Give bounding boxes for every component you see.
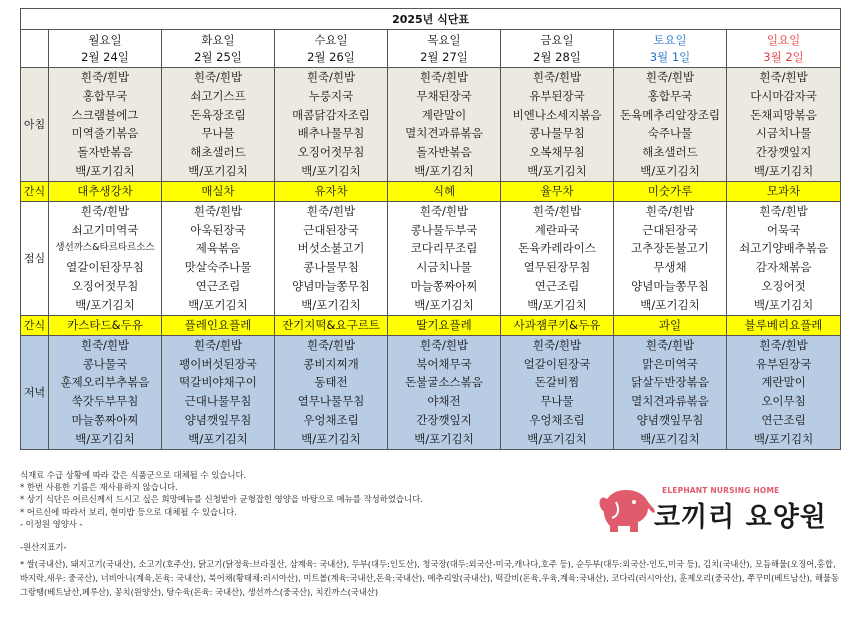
menu-item: 오복채무침 xyxy=(529,145,585,160)
menu-item: 해초샐러드 xyxy=(642,145,698,160)
snack-row-afternoon xyxy=(21,181,841,201)
elephant-icon xyxy=(599,490,654,532)
menu-item: 오징어젓무침 xyxy=(71,278,139,293)
menu-item: 계란파국 xyxy=(534,222,580,237)
menu-item: 돌자반볶음 xyxy=(77,145,133,160)
menu-item: 백/포기김치 xyxy=(188,431,248,446)
day-header xyxy=(162,30,275,68)
menu-item: 돈불굴소스볶음 xyxy=(405,375,483,390)
menu-item: 양념깻잎무침 xyxy=(636,412,704,427)
menu-item: 백/포기김치 xyxy=(640,297,700,312)
meal-cell xyxy=(388,68,501,182)
day-header xyxy=(614,30,727,68)
menu-item: 해초샐러드 xyxy=(190,145,246,160)
menu-item: 흰죽/흰밥 xyxy=(419,203,469,218)
day-name: 금요일 xyxy=(540,32,574,47)
menu-item: 흰죽/흰밥 xyxy=(645,337,695,352)
menu-item: 백/포기김치 xyxy=(753,297,814,312)
breakfast-row xyxy=(21,68,841,182)
meal-cell xyxy=(501,335,614,449)
day-header xyxy=(49,30,162,68)
snack-cell: 매실차 xyxy=(162,181,275,201)
menu-item: 흰죽/흰밥 xyxy=(193,337,243,352)
meal-label-snack: 간식 xyxy=(21,181,49,201)
menu-item: 시금치나물 xyxy=(755,126,812,141)
menu-item: 유부된장국 xyxy=(755,356,812,371)
menu-item: 맛살숙주나물 xyxy=(184,260,252,275)
meal-cell xyxy=(614,201,727,315)
menu-item: 양념마늘쫑무침 xyxy=(292,278,370,293)
snack-cell: 모과차 xyxy=(727,181,841,201)
menu-item: 흰죽/흰밥 xyxy=(759,203,808,218)
menu-item: 백/포기김치 xyxy=(414,163,474,178)
corner-cell xyxy=(21,30,49,68)
menu-item: 간장깻잎지 xyxy=(755,145,812,160)
meal-cell xyxy=(501,201,614,315)
menu-item: 백/포기김치 xyxy=(753,163,814,178)
menu-item: 양념마늘쫑무침 xyxy=(631,278,709,293)
snack-row-evening xyxy=(21,315,841,335)
menu-item: 계란말이 xyxy=(761,375,806,390)
menu-item: 코다리무조림 xyxy=(410,241,478,256)
menu-item: 흰죽/흰밥 xyxy=(419,70,469,84)
menu-item: 제육볶음 xyxy=(195,241,241,256)
menu-item: 콩나물국 xyxy=(82,356,128,371)
snack-cell: 과일 xyxy=(614,315,727,335)
menu-title: 2025년 식단표 xyxy=(21,9,841,30)
day-date: 3월 1일 xyxy=(649,49,691,64)
day-header xyxy=(727,30,841,68)
day-name: 토요일 xyxy=(653,32,687,47)
menu-item: 아욱된장국 xyxy=(190,222,246,237)
menu-item: 쇠고기양배추볶음 xyxy=(739,241,828,256)
snack-cell: 율무차 xyxy=(501,181,614,201)
day-date: 2월 25일 xyxy=(194,49,242,64)
menu-item: 근대된장국 xyxy=(642,222,698,237)
snack-cell: 블루베리요플레 xyxy=(727,315,841,335)
menu-item: 무나물 xyxy=(540,394,574,409)
day-header xyxy=(388,30,501,68)
menu-item: 닭살두반장볶음 xyxy=(631,375,709,390)
note-line: 식재료 수급 상황에 따라 같은 식품군으로 대체될 수 있습니다. xyxy=(20,470,247,480)
meal-cell xyxy=(388,335,501,449)
menu-item: 열무된장무침 xyxy=(523,260,591,275)
dinner-row xyxy=(21,335,841,449)
menu-item: 백/포기김치 xyxy=(527,163,587,178)
menu-table xyxy=(20,8,841,450)
menu-item: 무나물 xyxy=(201,126,235,141)
menu-item: 시금치나물 xyxy=(416,260,472,275)
menu-item: 흰죽/흰밥 xyxy=(193,203,243,218)
menu-item: 우엉채조림 xyxy=(303,412,359,427)
menu-item: 쇠고기미역국 xyxy=(71,222,139,237)
meal-cell xyxy=(49,68,162,182)
meal-label-dinner: 저녁 xyxy=(21,335,49,449)
menu-item: 열무나물무침 xyxy=(297,394,365,409)
snack-cell: 사과잼쿠키&두유 xyxy=(501,315,614,335)
menu-item: 흰죽/흰밥 xyxy=(306,70,356,84)
meal-cell xyxy=(727,68,841,182)
snack-cell: 딸기요플레 xyxy=(388,315,501,335)
menu-item: 콩비지찌개 xyxy=(303,356,359,371)
menu-item: 흰죽/흰밥 xyxy=(306,337,356,352)
lunch-row xyxy=(21,201,841,315)
meal-label-lunch: 점심 xyxy=(21,201,49,315)
day-date: 2월 26일 xyxy=(307,49,355,64)
menu-item: 근대나물무침 xyxy=(184,394,252,409)
menu-item: 흰죽/흰밥 xyxy=(419,337,469,352)
meal-cell xyxy=(727,335,841,449)
day-name: 수요일 xyxy=(314,32,348,47)
menu-item: 팽이버섯된장국 xyxy=(179,356,257,371)
menu-item: 쑥갓두부무침 xyxy=(71,394,139,409)
menu-item: 홍합무국 xyxy=(82,88,128,103)
menu-item: 흰죽/흰밥 xyxy=(759,70,808,84)
day-date: 2월 27일 xyxy=(420,49,468,64)
day-header-row xyxy=(21,30,841,68)
logo-korean-text: 코끼리 요양원 xyxy=(654,502,827,533)
menu-item: 계란말이 xyxy=(421,107,467,122)
menu-item: 흰죽/흰밥 xyxy=(80,337,130,352)
menu-item: 연근조림 xyxy=(534,278,580,293)
menu-item: 열갈이된장무침 xyxy=(66,260,144,275)
menu-item: 마늘쫑짜아찌 xyxy=(410,278,478,293)
meal-cell xyxy=(162,201,275,315)
menu-item: 홍합무국 xyxy=(647,88,693,103)
logo-english-text: ELEPHANT NURSING HOME xyxy=(662,486,780,495)
menu-item: 훈제오리부추볶음 xyxy=(60,375,150,390)
meal-cell xyxy=(49,201,162,315)
meal-cell xyxy=(49,335,162,449)
notes xyxy=(20,469,423,530)
day-date: 2월 24일 xyxy=(81,49,129,64)
meal-cell xyxy=(388,201,501,315)
meal-cell xyxy=(501,68,614,182)
menu-item: 어묵국 xyxy=(766,222,801,237)
menu-item: 스크램블에그 xyxy=(71,107,139,122)
meal-label-snack: 간식 xyxy=(21,315,49,335)
snack-cell: 유자차 xyxy=(275,181,388,201)
menu-item: 간장깻잎지 xyxy=(416,412,472,427)
snack-cell: 대추생강차 xyxy=(49,181,162,201)
menu-item: 떡갈비야채구이 xyxy=(179,375,257,390)
menu-item: 흰죽/흰밥 xyxy=(80,70,130,84)
snack-cell: 카스타드&두유 xyxy=(49,315,162,335)
menu-item: 흰죽/흰밥 xyxy=(306,203,356,218)
menu-item: 백/포기김치 xyxy=(414,431,474,446)
day-header xyxy=(501,30,614,68)
note-line: * 한번 사용한 기름은 재사용하지 않습니다. xyxy=(20,482,178,493)
day-name: 월요일 xyxy=(88,32,122,47)
menu-item: 숙주나물 xyxy=(647,126,693,141)
menu-item: 북어채무국 xyxy=(416,356,472,371)
origin-text: * 쌀(국내산), 돼지고기(국내산), 소고기(호주산), 닭고기(닭정육:브라질산, 삼계육: 국내산), 두부(대두:인도산), 청국장(대두:외국산-미국,캐나다,호주 등), 순두부(대두:외국산-인도,미국 등), 김치(국내산), 모듬해물(오징어,홍합,바지락,새우: 중국산), 너비아니(계육,돈육: 국내산), 북어채(황태채:러시아산), 미트볼(계육:국내산,돈육:국내산), 메추리알(국내산), 떡갈비(돈육,우육,계육:국내산), 코다리(러시아산), 훈제오리(중국산), 쭈꾸미(베트남산), 해물동그랑땡(베트남산,페루산), 꽁치(원양산), 탕수육(돈육: 국내산), 생선까스(중국산), 치킨까스(국내산) xyxy=(20,559,839,597)
day-date: 3월 2일 xyxy=(763,49,804,64)
meal-cell xyxy=(727,201,841,315)
menu-item: 흰죽/흰밥 xyxy=(759,337,808,352)
menu-item: 다시마감자국 xyxy=(750,88,817,103)
menu-item: 돌자반볶음 xyxy=(416,145,472,160)
menu-item: 누룽지국 xyxy=(308,88,354,103)
note-line: * 상기 식단은 어르신께서 드시고 싶은 희망메뉴를 신청받아 균형잡힌 영양을 바탕으로 메뉴를 작성하였습니다. xyxy=(20,494,423,505)
menu-item: 버섯소불고기 xyxy=(297,241,365,256)
day-header xyxy=(275,30,388,68)
menu-item: 백/포기김치 xyxy=(414,297,474,312)
menu-item: 백/포기김치 xyxy=(301,163,361,178)
menu-item: 미역줄기볶음 xyxy=(71,126,139,141)
menu-item: 흰죽/흰밥 xyxy=(532,337,582,352)
menu-item: 멸치견과류볶음 xyxy=(405,126,483,141)
menu-item: 감자채볶음 xyxy=(755,260,812,275)
snack-cell: 플레인요플레 xyxy=(162,315,275,335)
menu-item: 돈채피망볶음 xyxy=(750,107,817,122)
menu-item: 콩나물두부국 xyxy=(410,222,478,237)
menu-item: 마늘쫑짜아찌 xyxy=(71,412,139,427)
menu-item: 고추장돈불고기 xyxy=(631,241,709,256)
meal-cell xyxy=(275,68,388,182)
menu-item: 흰죽/흰밥 xyxy=(645,70,695,84)
meal-cell xyxy=(162,68,275,182)
note-line: * 어르신에 따라서 보리, 현미밥 등으로 대체될 수 있습니다. xyxy=(20,506,237,517)
menu-item: 흰죽/흰밥 xyxy=(532,70,582,84)
meal-label-breakfast: 아침 xyxy=(21,68,49,182)
menu-item: 흰죽/흰밥 xyxy=(193,70,243,84)
menu-item: 생선까스&타르타르소스 xyxy=(55,242,155,254)
menu-item: 무채된장국 xyxy=(416,88,472,103)
menu-item: 콩나물무침 xyxy=(529,126,585,141)
menu-item: 백/포기김치 xyxy=(527,431,587,446)
menu-item: 백/포기김치 xyxy=(75,297,135,312)
menu-item: 근대된장국 xyxy=(303,222,359,237)
day-name: 화요일 xyxy=(201,32,235,47)
snack-cell: 미숫가루 xyxy=(614,181,727,201)
menu-item: 백/포기김치 xyxy=(188,297,248,312)
menu-item: 백/포기김치 xyxy=(188,163,248,178)
menu-item: 맑은미역국 xyxy=(642,356,698,371)
menu-item: 동태전 xyxy=(314,375,348,390)
menu-item: 오이무침 xyxy=(761,394,806,409)
menu-item: 오징어젓무침 xyxy=(297,145,365,160)
snack-cell: 식혜 xyxy=(388,181,501,201)
menu-item: 백/포기김치 xyxy=(640,163,700,178)
menu-item: 백/포기김치 xyxy=(640,431,700,446)
menu-item: 백/포기김치 xyxy=(75,163,135,178)
origin-title: -원산지표기- xyxy=(20,542,67,552)
meal-cell xyxy=(162,335,275,449)
menu-item: 돈육메추리알장조림 xyxy=(620,107,720,122)
day-name: 일요일 xyxy=(766,32,801,47)
menu-item: 백/포기김치 xyxy=(527,297,587,312)
menu-item: 양념깻잎무침 xyxy=(184,412,252,427)
menu-item: 쇠고기스프 xyxy=(190,88,246,103)
menu-item: 배추나물무침 xyxy=(297,126,365,141)
day-date: 2월 28일 xyxy=(533,49,581,64)
menu-item: 백/포기김치 xyxy=(301,297,361,312)
menu-item: 백/포기김치 xyxy=(301,431,361,446)
menu-item: 백/포기김치 xyxy=(753,431,814,446)
menu-item: 콩나물무침 xyxy=(303,260,359,275)
day-name: 목요일 xyxy=(427,32,461,47)
menu-item: 연근조림 xyxy=(195,278,241,293)
menu-item: 흰죽/흰밥 xyxy=(80,203,130,218)
snack-cell: 잔기지떡&요구르트 xyxy=(275,315,388,335)
meal-cell xyxy=(614,68,727,182)
menu-item: 백/포기김치 xyxy=(75,431,135,446)
menu-item: 흰죽/흰밥 xyxy=(645,203,695,218)
menu-item: 비엔나소세지볶음 xyxy=(512,107,602,122)
menu-item: 흰죽/흰밥 xyxy=(532,203,582,218)
meal-cell xyxy=(275,201,388,315)
meal-cell xyxy=(275,335,388,449)
menu-item: 우엉채조림 xyxy=(529,412,585,427)
meal-cell xyxy=(614,335,727,449)
menu-item: 오징어젓 xyxy=(761,278,806,293)
menu-item: 돈갈비찜 xyxy=(534,375,580,390)
menu-item: 매콤닭감자조림 xyxy=(292,107,370,122)
menu-item: 멸치견과류볶음 xyxy=(631,394,709,409)
note-line: - 이정원 영양사 - xyxy=(20,518,83,529)
menu-item: 돈육카레라이스 xyxy=(518,241,596,256)
menu-item: 무생채 xyxy=(653,260,687,275)
menu-item: 유부된장국 xyxy=(529,88,585,103)
menu-item: 돈육장조림 xyxy=(190,107,246,122)
menu-item: 얼갈이된장국 xyxy=(523,356,591,371)
menu-item: 야채전 xyxy=(427,394,461,409)
menu-item: 연근조림 xyxy=(761,412,806,427)
